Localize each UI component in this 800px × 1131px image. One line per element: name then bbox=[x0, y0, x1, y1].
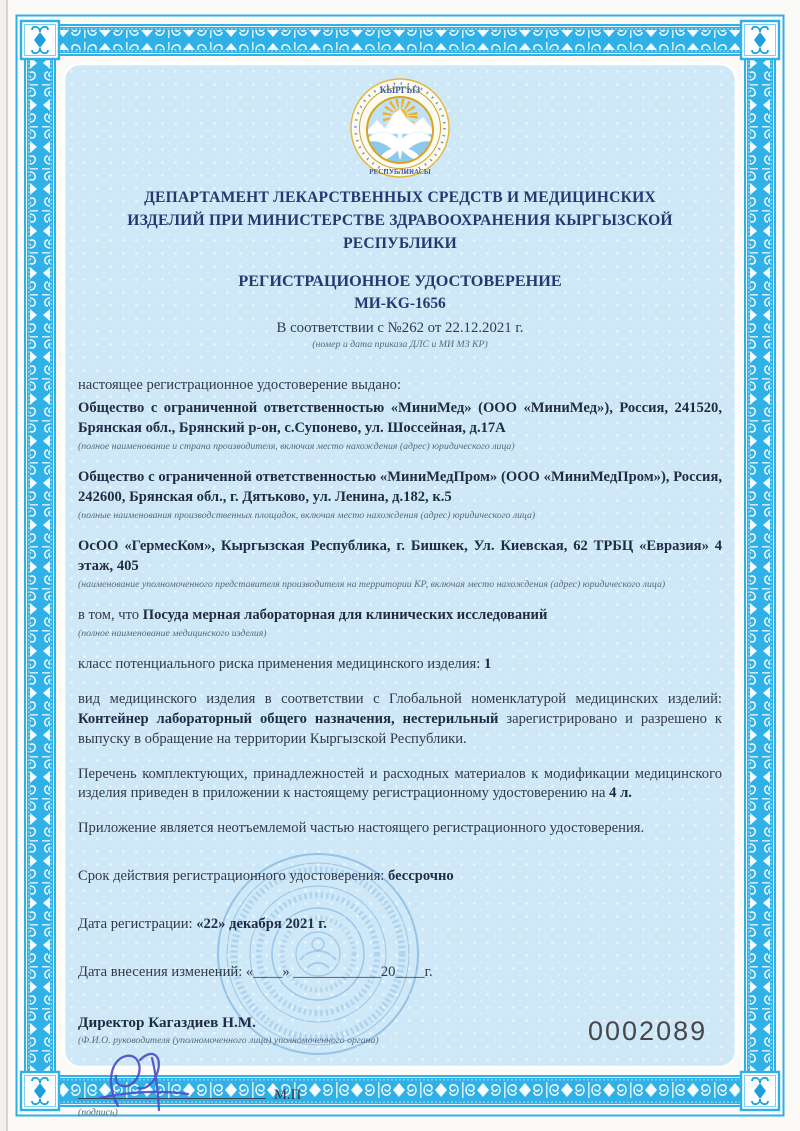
product-name: Посуда мерная лабораторная для клинических исследований bbox=[142, 607, 548, 624]
type-prefix: вид медицинского изделия в соответствии с Глобальной номенклатурой медицинских изделий: bbox=[78, 691, 722, 708]
serial-number: 0002089 bbox=[588, 1016, 708, 1046]
type-value: Контейнер лабораторный общего назначения, нестерильный bbox=[78, 710, 499, 727]
validity-value: бессрочно bbox=[388, 868, 454, 885]
mp-label: М.П bbox=[274, 1086, 302, 1103]
order-reference-note: (номер и дата приказа ДЛС и МИ МЗ КР) bbox=[312, 339, 488, 351]
registration-date-value: «22» декабря 2021 г. bbox=[196, 915, 327, 932]
director-note: (Ф.И.О. руководителя (уполномоченного лица) уполномоченного органа) bbox=[78, 1035, 379, 1047]
production-site-note: (полные наименования производственных площадок, включая место нахождения (адрес) юридического лица) bbox=[78, 510, 536, 521]
signature-row bbox=[78, 1084, 722, 1106]
risk-class-label: класс потенциального риска применения медицинского изделия: bbox=[78, 656, 484, 673]
authority-title: ДЕПАРТАМЕНТ ЛЕКАРСТВЕННЫХ СРЕДСТВ И МЕДИЦИНСКИХ ИЗДЕЛИЙ ПРИ МИНИСТЕРСТВЕ ЗДРАВООХРАНЕНИЯ КЫРГЫЗСКОЙ РЕСПУБЛИКИ bbox=[127, 189, 673, 253]
document-title: РЕГИСТРАЦИОННОЕ УДОСТОВЕРЕНИЕ bbox=[238, 272, 562, 291]
type-suffix: зарегистрировано и разрешено к выпуску в обращение на территории Кыргызской Республики. bbox=[78, 710, 722, 747]
director-name: Директор Кагаздиев Н.М. bbox=[78, 1013, 256, 1031]
production-site-paragraph: Общество с ограниченной ответственностью «МиниМедПром» (ООО «МиниМедПром»), Россия, 242600, Брянская обл., г. Дятьково, ул. Ленина, д.182, к.5 bbox=[78, 469, 722, 506]
registration-date-label: Дата регистрации: bbox=[78, 915, 197, 932]
accessories-paragraph bbox=[78, 765, 722, 805]
order-reference: В соответствии с №262 от 22.12.2021 г. bbox=[276, 320, 524, 337]
risk-class-value: 1 bbox=[483, 656, 492, 673]
manufacturer-note: (полное наименование и страна производителя, включая место нахождения (адрес) юридического лица) bbox=[78, 441, 515, 453]
product-line bbox=[78, 606, 722, 626]
representative-paragraph: ОсОО «ГермесКом», Кыргызская Республика, г. Бишкек, Ул. Киевская, 62 ТРБЦ «Евразия» 4 этаж, 405 bbox=[78, 538, 722, 575]
device-type-paragraph bbox=[78, 690, 722, 750]
handwritten-signature-icon bbox=[96, 1040, 226, 1118]
document-number: МИ-KG-1656 bbox=[354, 295, 446, 313]
accessories-value: 4 л. bbox=[609, 785, 632, 802]
round-official-stamp-icon bbox=[212, 848, 424, 1060]
product-prefix: в том, что bbox=[78, 607, 143, 624]
kyrgyz-coat-of-arms bbox=[349, 78, 451, 178]
emblem-top-text: КЫРГЫЗ bbox=[379, 85, 421, 95]
issued-to-label: настоящее регистрационное удостоверение выдано: bbox=[78, 376, 402, 393]
emblem-bottom-text: РЕСПУБЛИКАСЫ bbox=[369, 168, 431, 176]
annex-note-line: Приложение является неотъемлемой частью настоящего регистрационного удостоверения. bbox=[78, 820, 645, 837]
manufacturer-paragraph: Общество с ограниченной ответственностью «МиниМед» (ООО «МиниМед»), Россия, 241520, Брянская обл., Брянский р-он, с.Супонево, ул. Шоссейная, д.17А bbox=[78, 400, 722, 437]
validity-label: Срок действия регистрационного удостоверения: bbox=[78, 868, 388, 885]
amendment-date-line: Дата внесения изменений: «____» ____________20____г. bbox=[78, 963, 433, 980]
emblem-icon bbox=[349, 78, 451, 178]
representative-note: (наименование уполномоченного представителя производителя на территории КР, включая место нахождения (адрес) юридического лица) bbox=[78, 578, 666, 590]
signature-note: (подпись) bbox=[78, 1107, 118, 1119]
accessories-prefix: Перечень комплектующих, принадлежностей и расходных материалов к модификации медицинского изделия приведен в приложении к настоящему регистрационному удостоверению на bbox=[78, 765, 722, 802]
product-note: (полное наименование медицинского изделия) bbox=[78, 628, 267, 639]
risk-class-line bbox=[78, 655, 722, 675]
